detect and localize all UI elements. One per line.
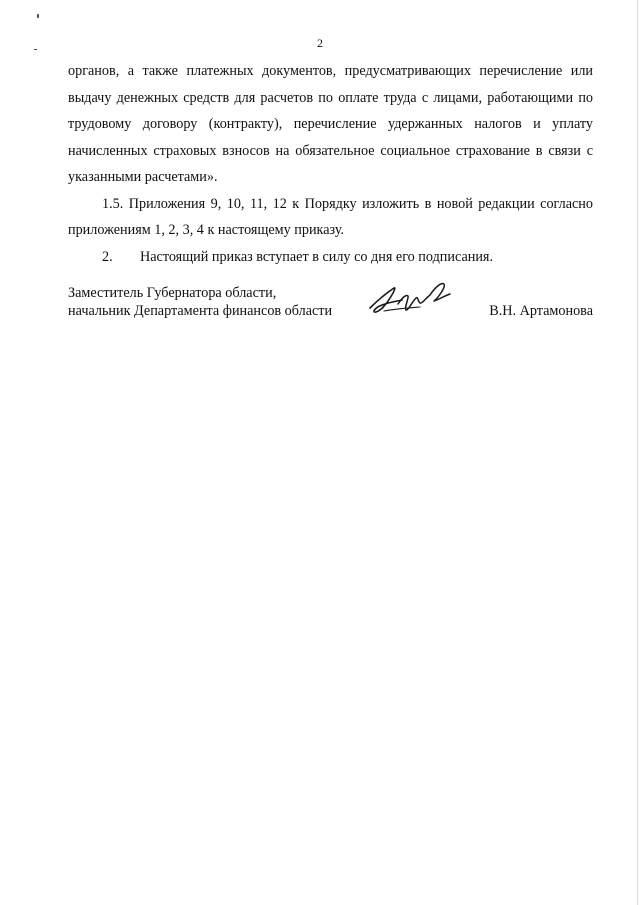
- document-body: [68, 58, 593, 270]
- signatory-name: В.Н. Артамонова: [489, 303, 593, 319]
- signatory-role: [68, 284, 332, 320]
- scan-edge-line: [637, 0, 638, 905]
- item-2-text: Настоящий приказ вступает в силу со дня его подписания.: [140, 248, 494, 265]
- item-number: 2.: [102, 248, 113, 265]
- paragraph-continuation: органов, а также платежных документов, предусматривающих перечисление или выдачу денежных средств для расчетов по оплате труда с лицами, работающими по трудовому договору (контракту), перечисление удержанных налогов и уплату начисленных страховых взносов на обязательное социальное страхование в связи с указанными расчетами».: [68, 63, 593, 185]
- page-number: 2: [317, 36, 323, 50]
- paragraph-item-2: [68, 244, 593, 271]
- scan-speck: [37, 14, 39, 18]
- signature-block: [68, 284, 593, 334]
- paragraph-item-1-5: 1.5. Приложения 9, 10, 11, 12 к Порядку изложить в новой редакции согласно приложениям 1, 2, 3, 4 к настоящему приказу.: [68, 195, 593, 238]
- signatory-role-line-2: начальник Департамента финансов области: [68, 303, 333, 319]
- handwritten-signature-icon: [364, 278, 456, 322]
- signatory-role-line-1: Заместитель Губернатора области,: [68, 285, 277, 301]
